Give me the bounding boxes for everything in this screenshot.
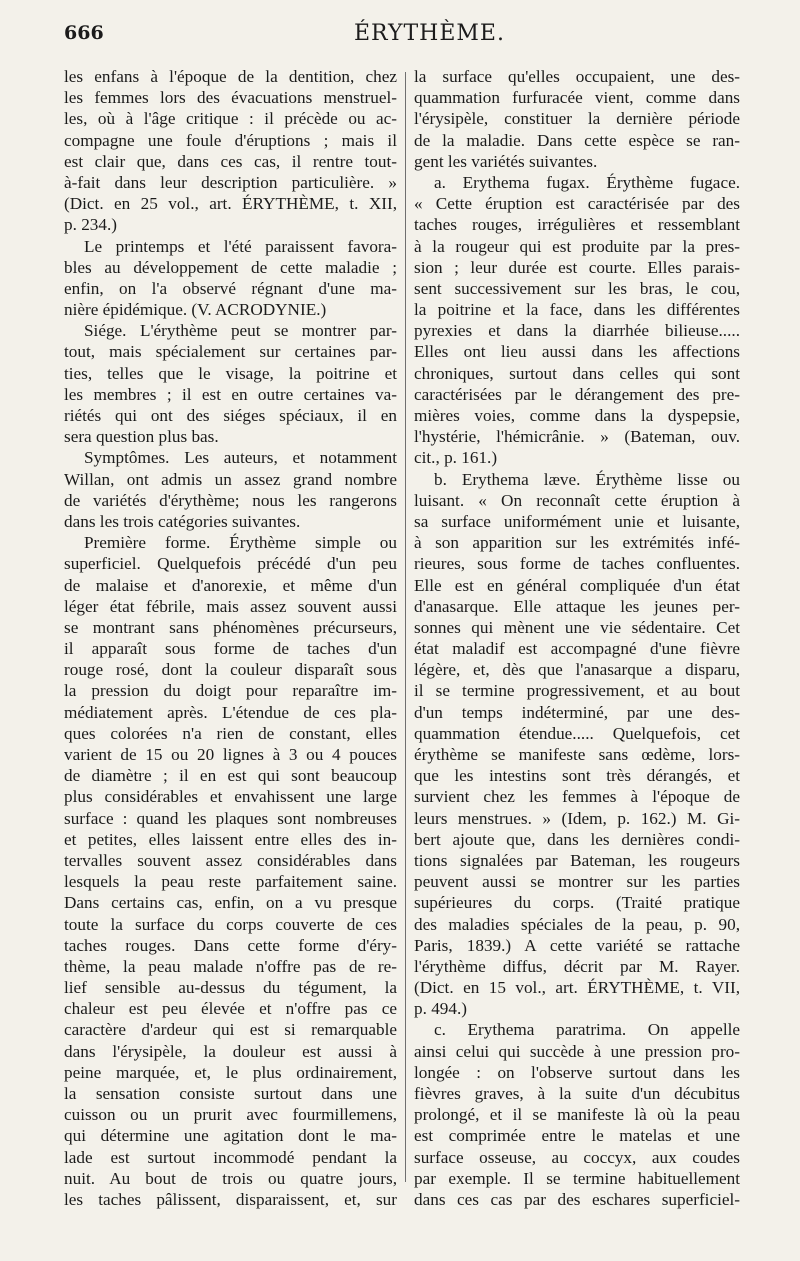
text-line: bert ajoute que, dans les dernières condi- [414, 829, 740, 849]
text-line: Dans certains cas, enfin, on a vu presque [64, 893, 397, 913]
text-line: à la rougeur qui est produite par la pres- [414, 236, 740, 256]
text-line: luisant. « On reconnaît cette éruption à [414, 490, 740, 510]
text-line: ainsi celui qui succède à une pression pro- [414, 1041, 740, 1061]
text-line: médiatement après. L'étendue de ces pla- [64, 702, 397, 722]
text-line: (Dict. en 25 vol., art. ÉRYTHÈME, t. XII, [64, 194, 397, 214]
text-line: thème, la peau malade n'offre pas de re- [64, 956, 397, 976]
text-line: Symptômes. Les auteurs, et notamment [84, 448, 397, 468]
text-line: taches rouges, irrégulières et ressemblant [414, 215, 740, 235]
text-line: état maladif est accompagné d'une fièvre [414, 639, 740, 659]
text-line: qui détermine une agitation dont le ma- [64, 1126, 397, 1146]
text-line: bles au développement de cette maladie ; [64, 257, 397, 277]
text-line: varient de 15 ou 20 lignes à 3 ou 4 pouces [64, 745, 397, 764]
text-line: légère, et, dès que l'anasarque a disparu, [414, 660, 740, 680]
text-line: léger état fébrile, mais assez souvent aussi [64, 596, 397, 616]
text-line: quammation furfuracée vient, comme dans [414, 88, 740, 108]
text-line: quammation étendue..... Quelquefois, cet [414, 723, 740, 743]
text-line: survient chez les femmes à l'époque de [414, 787, 740, 807]
text-line: cit., p. 161.) [414, 448, 498, 468]
text-line: chaleur est peu élevée et n'offre pas ce [64, 999, 397, 1019]
text-line: sion ; leur durée est courte. Elles parais- [414, 257, 740, 277]
text-line: les membres ; il est en outre certaines va- [64, 384, 397, 404]
text-line: nuit. Au bout de trois ou quatre jours, [64, 1168, 397, 1188]
text-line: surface osseuse, au coccyx, aux coudes [414, 1147, 740, 1167]
text-line: c. Erythema paratrima. On appelle [434, 1020, 740, 1040]
text-line: p. 494.) [414, 999, 467, 1019]
text-line: superficiel. Quelquefois précédé d'un peu [64, 554, 397, 574]
text-line: et petites, elles laissent entre elles des in- [64, 829, 397, 849]
text-line: a. Erythema fugax. Érythème fugace. [434, 172, 740, 192]
text-line: dans les trois catégories suivantes. [64, 511, 301, 531]
text-line: toute la surface du corps couverte de ces [64, 914, 397, 934]
text-line: Première forme. Érythème simple ou [84, 533, 397, 553]
text-line: de malaise et d'anorexie, et même d'un [64, 575, 397, 595]
text-line: riétés qui ont des siéges spéciaux, il en [64, 406, 397, 425]
text-line: rouge rosé, dont la couleur disparaît sous [64, 660, 397, 680]
text-line: prolongé, et il se manifeste là où la peau [414, 1105, 740, 1125]
page-number: 666 [64, 22, 104, 44]
text-line: (Dict. en 15 vol., art. ÉRYTHÈME, t. VII, [414, 978, 740, 998]
text-line: tions signalées par Bateman, les rougeurs [414, 850, 740, 870]
text-line: d'un temps indéterminé, par une des- [414, 702, 740, 722]
right-text-column [414, 66, 740, 1210]
text-line: caractérisées par le dérangement des pre- [414, 384, 740, 404]
text-line: rieures, sous forme de taches confluentes. [414, 554, 740, 574]
text-line: Paris, 1839.) A cette variété se rattache [414, 935, 740, 955]
text-line: l'érythème diffus, décrit par M. Rayer. [414, 956, 740, 976]
text-line: la poitrine et la face, dans les différentes [414, 300, 740, 320]
text-line: d'anasarque. Elle attaque les jeunes per- [414, 596, 740, 616]
text-line: il apparaît sous forme de taches d'un [64, 639, 397, 659]
text-line: peuvent aussi se montrer sur les parties [414, 872, 740, 892]
text-line: nière épidémique. (V. ACRODYNIE.) [64, 300, 327, 320]
text-line: érythème se manifeste sans œdème, lors- [414, 745, 740, 764]
text-line: caractère d'ardeur qui est si remarquable [64, 1020, 397, 1040]
text-line: sa surface uniformément unie et luisante, [414, 511, 740, 531]
text-line: cuisson ou un prurit avec fourmillemens, [64, 1105, 397, 1125]
text-line: Willan, ont admis un assez grand nombre [64, 469, 397, 489]
text-line: Le printemps et l'été paraissent favora- [84, 236, 397, 256]
text-line: est comprimée entre le matelas et une [414, 1126, 740, 1146]
left-text-column [64, 66, 397, 1210]
text-line: ties, telles que le visage, la poitrine et [64, 363, 397, 383]
text-line: peine marquée, et, le plus ordinairement, [64, 1062, 397, 1082]
text-line: Elle est en général compliquée d'un état [414, 575, 740, 595]
text-line: compagne une foule d'éruptions ; mais il [64, 130, 397, 150]
text-line: se montrant sans phénomènes précurseurs, [64, 617, 397, 637]
text-line: de la maladie. Dans cette espèce se ran- [414, 130, 740, 150]
text-line: les enfans à l'époque de la dentition, chez [64, 67, 397, 86]
text-line: « Cette éruption est caractérisée par des [414, 194, 740, 214]
text-line: lesquels la peau reste parfaitement saine. [64, 872, 397, 892]
text-line: chroniques, surtout dans celles qui sont [414, 363, 740, 383]
text-line: pyrexies et dans la diarrhée bilieuse..... [414, 321, 740, 341]
text-line: ques colorées n'a rien de constant, elles [64, 723, 397, 743]
text-line: la pression du doigt pour reparaître im- [64, 681, 397, 701]
text-line: surface : quand les plaques sont nombreuses [64, 808, 397, 828]
text-line: les taches pâlissent, disparaissent, et, sur [64, 1189, 397, 1209]
text-line: longée : on l'observe surtout dans les [414, 1062, 740, 1082]
text-line: dans l'érysipèle, la douleur est aussi à [64, 1041, 397, 1061]
text-line: tout, mais spécialement sur certaines par- [64, 342, 397, 362]
text-line: enfin, on l'a observé régnant d'une ma- [64, 278, 397, 298]
text-line: supérieures du corps. (Traité pratique [414, 893, 740, 913]
text-line: des maladies spéciales de la peau, p. 90, [414, 914, 740, 934]
page-header [64, 14, 738, 54]
text-line: l'hystérie, l'hémicrânie. » (Bateman, ouv. [414, 427, 740, 447]
text-line: la surface qu'elles occupaient, une des- [414, 67, 740, 86]
text-line: gent les variétés suivantes. [414, 151, 598, 171]
text-line: de diamètre ; il en est qui sont beaucoup [64, 766, 397, 786]
text-line: par exemple. Il se termine habituellement [414, 1168, 740, 1188]
text-line: lade est surtout incommodé pendant la [64, 1147, 397, 1167]
text-line: les femmes lors des évacuations menstruel- [64, 88, 397, 108]
text-line: à son apparition sur les extrémités infé- [414, 533, 740, 553]
text-line: leurs menstrues. » (Idem, p. 162.) M. Gi- [414, 808, 740, 828]
text-line: b. Erythema læve. Érythème lisse ou [434, 469, 740, 489]
column-divider [405, 72, 406, 1182]
running-title: ÉRYTHÈME. [354, 21, 505, 46]
text-line: à-fait dans leur description particulière. » [64, 172, 397, 192]
text-line: fièvres graves, à la suite d'un décubitus [414, 1084, 740, 1103]
text-line: Elles ont lieu aussi dans les affections [414, 342, 740, 362]
text-line: tervalles souvent assez considérables dans [64, 850, 397, 870]
text-line: que les intestins sont très dérangés, et [414, 766, 740, 786]
text-line: dans ces cas par des eschares superficiel- [414, 1189, 740, 1209]
text-line: mières voies, comme dans la dyspepsie, [414, 406, 740, 425]
text-line: sera question plus bas. [64, 427, 219, 447]
text-line: lief sensible au-dessus du tégument, la [64, 978, 397, 998]
text-line: Siége. L'érythème peut se montrer par- [84, 321, 397, 341]
text-line: plus considérables et envahissent une large [64, 787, 397, 807]
text-line: est clair que, dans ces cas, il rentre tout- [64, 151, 397, 171]
text-line: l'érysipèle, constituer la dernière période [414, 109, 740, 129]
text-line: taches rouges. Dans cette forme d'éry- [64, 935, 397, 955]
text-line: p. 234.) [64, 215, 117, 235]
text-line: la sensation consiste surtout dans une [64, 1084, 397, 1103]
text-line: sent successivement sur les bras, le cou, [414, 278, 740, 298]
text-line: les, où à l'âge critique : il précède ou ac- [64, 109, 397, 129]
text-line: de variétés d'érythème; nous les rangerons [64, 490, 397, 510]
text-line: il se termine progressivement, et au bout [414, 681, 740, 701]
text-line: sonnes qui mènent une vie sédentaire. Cet [414, 617, 740, 637]
